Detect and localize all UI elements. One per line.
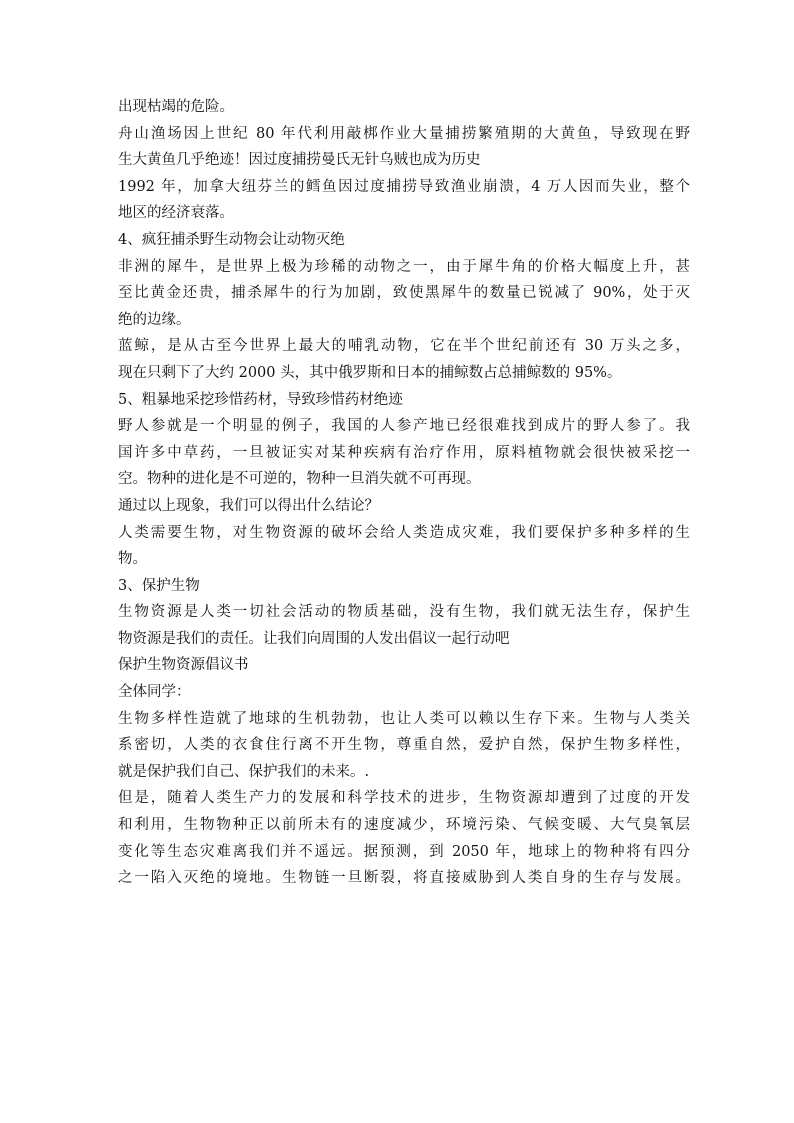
text-line-13: 野人参就是一个明显的例子，我国的人参产地已经很难找到成片的野人参了。我 xyxy=(118,418,690,435)
text-line-30: 之一陷入灭绝的境地。生物链一旦断裂，将直接威胁到人类自身的生存与发展。 xyxy=(118,870,690,887)
text-line-15: 空。物种的进化是不可逆的，物种一旦消失就不可再现。 xyxy=(118,471,481,488)
text-line-27: 但是，随着人类生产力的发展和科学技术的进步，生物资源却遭到了过度的开发 xyxy=(118,790,690,807)
text-line-28: 和利用，生物物种正以前所未有的速度减少，环境污染、气候变暖、大气臭氧层 xyxy=(118,817,690,834)
text-line-29: 变化等生态灾难离我们并不遥远。据预测，到 2050 年，地球上的物种将有四分 xyxy=(118,843,690,860)
section-heading-5: 5、粗暴地采挖珍惜药材，导致珍惜药材绝迹 xyxy=(118,391,403,408)
text-line-7: 非洲的犀牛，是世界上极为珍稀的动物之一，由于犀牛角的价格大幅度上升，甚 xyxy=(118,258,690,275)
text-line-4: 1992 年，加拿大纽芬兰的鳕鱼因过度捕捞导致渔业崩溃，4 万人因而失业，整个 xyxy=(118,178,690,195)
text-line-8: 至比黄金还贵，捕杀犀牛的行为加剧，致使黑犀牛的数量已锐减了 90%，处于灭 xyxy=(118,285,690,302)
text-line-5: 地区的经济衰落。 xyxy=(118,205,234,222)
text-line-24: 生物多样性造就了地球的生机勃勃，也让人类可以赖以生存下来。生物与人类关 xyxy=(118,710,690,727)
question-line: 通过以上现象，我们可以得出什么结论？ xyxy=(118,497,379,514)
text-line-9: 绝的边缘。 xyxy=(118,311,191,328)
salutation: 全体同学： xyxy=(118,684,191,701)
proposal-title: 保护生物资源倡议书 xyxy=(118,657,249,674)
text-line-1: 出现枯竭的危险。 xyxy=(118,99,234,115)
section-heading-3: 3、保护生物 xyxy=(118,577,200,594)
text-line-20: 生物资源是人类一切社会活动的物质基础，没有生物，我们就无法生存，保护生 xyxy=(118,604,690,621)
text-line-10: 蓝鲸，是从古至今世界上最大的哺乳动物，它在半个世纪前还有 30 万头之多， xyxy=(118,338,690,355)
text-line-11: 现在只剩下了大约 2000 头，其中俄罗斯和日本的捕鲸数占总捕鲸数的 95%。 xyxy=(118,364,622,381)
text-line-26: 就是保护我们自己、保护我们的未来。. xyxy=(118,763,370,780)
text-line-2: 舟山渔场因上世纪 80 年代利用敲梆作业大量捕捞繁殖期的大黄鱼，导致现在野 xyxy=(118,125,690,142)
text-line-25: 系密切，人类的衣食住行离不开生物，尊重自然，爱护自然，保护生物多样性， xyxy=(118,737,690,754)
document-page xyxy=(118,94,690,892)
section-heading-4: 4、疯狂捕杀野生动物会让动物灭绝 xyxy=(118,231,345,248)
text-line-21: 物资源是我们的责任。让我们向周围的人发出倡议一起行动吧 xyxy=(118,630,510,647)
text-line-3: 生大黄鱼几乎绝迹！因过度捕捞曼氏无针乌贼也成为历史 xyxy=(118,152,481,169)
text-line-14: 国许多中草药，一旦被证实对某种疾病有治疗作用，原料植物就会很快被采挖一 xyxy=(118,444,690,461)
text-line-18: 物。 xyxy=(118,551,147,568)
text-line-17: 人类需要生物，对生物资源的破坏会给人类造成灾难，我们要保护多种多样的生 xyxy=(118,524,690,541)
